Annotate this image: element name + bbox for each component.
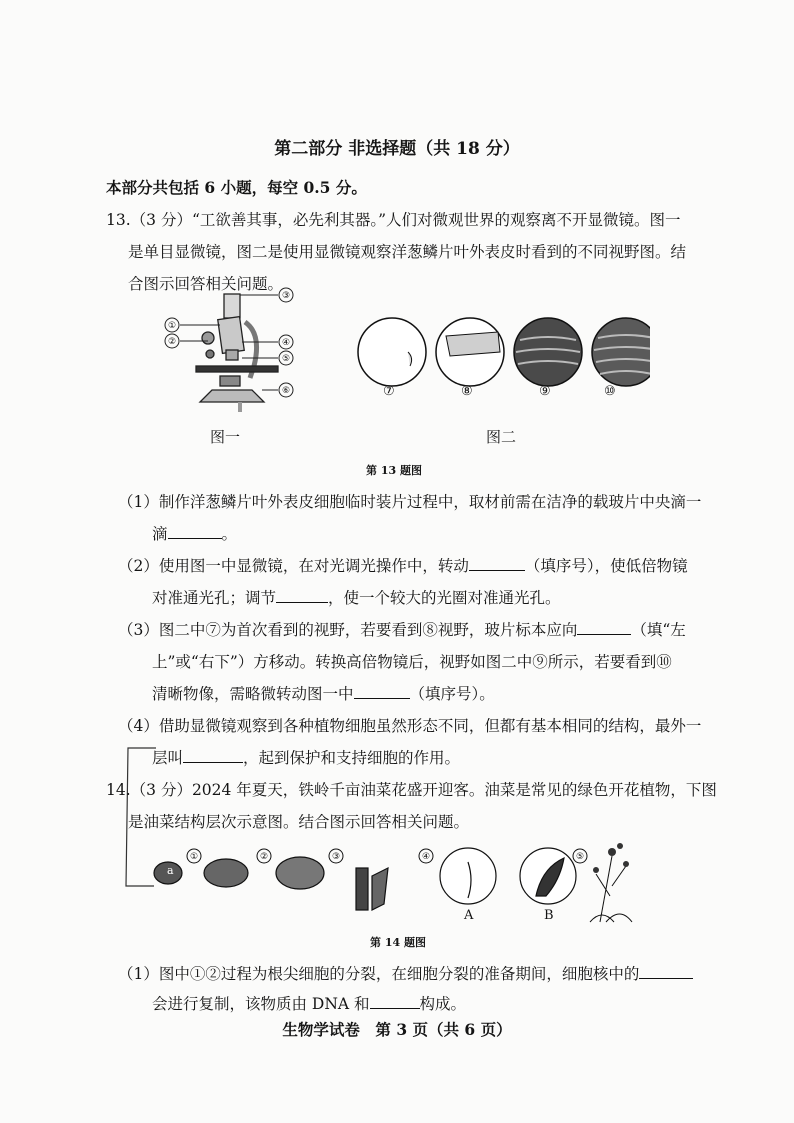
tissue-1 <box>356 868 368 910</box>
answer-blank[interactable] <box>370 994 420 1009</box>
q13-sub4-line-1: （4）借助显微镜观察到各种植物细胞虽然形态不同，但都有基本相同的结构，最外一 <box>118 717 702 735</box>
coarse-knob <box>202 332 214 344</box>
view-9 <box>514 318 582 386</box>
q13-figure-caption: 第 13 题图 <box>366 464 422 477</box>
q13-stem-line-1: 13.（3 分）“工欲善其事，必先利其器。”人们对微观世界的观察离不开显微镜。图一 <box>106 211 681 229</box>
cell-group <box>276 857 324 889</box>
fig1-caption: 图一 <box>210 428 241 446</box>
q13-sub4-line-2: 层叫 ，起到保护和支持细胞的作用。 <box>152 749 461 767</box>
rape-plant-levels-figure <box>150 826 650 926</box>
label-2: ② <box>167 337 177 347</box>
view-7 <box>358 318 426 386</box>
label-3: ③ <box>281 291 291 301</box>
answer-blank[interactable] <box>577 620 631 635</box>
svg-text:②: ② <box>259 852 269 862</box>
q14-figure-caption: 第 14 题图 <box>370 936 426 949</box>
q13-stem-line-2: 是单目显微镜，图二是使用显微镜观察洋葱鳞片叶外表皮时看到的不同视野图。结 <box>128 243 687 261</box>
section-intro: 本部分共包括 6 小题，每空 0.5 分。 <box>106 178 367 197</box>
q13-stem-line-3: 合图示回答相关问题。 <box>128 275 284 293</box>
view-label-8: ⑧ <box>461 384 473 399</box>
tissue-2 <box>372 868 388 910</box>
svg-text:③: ③ <box>331 852 341 862</box>
page-footer: 生物学试卷 第 3 页（共 6 页） <box>282 1020 512 1039</box>
label-6: ⑥ <box>281 386 291 396</box>
eyepiece-tube <box>224 294 240 318</box>
q13-sub1-line-1: （1）制作洋葱鳞片叶外表皮细胞临时装片过程中，取材前需在洁净的载玻片中央滴一 <box>118 493 702 511</box>
view-label-7: ⑦ <box>383 384 395 399</box>
answer-blank[interactable] <box>276 588 328 603</box>
microscope-figure <box>150 282 310 417</box>
organ-A <box>440 848 496 904</box>
view-label-10: ⑩ <box>604 384 616 399</box>
mirror <box>220 376 240 386</box>
answer-blank[interactable] <box>639 964 693 979</box>
q13-sub1-line-2: 滴 。 <box>152 525 238 543</box>
q13-sub3-line-2: 上”或“右下”）方移动。转换高倍物镜后，视野如图二中⑨所示，若要看到⑩ <box>152 653 672 671</box>
stage <box>196 366 278 372</box>
lens-barrel <box>218 317 245 354</box>
view-10 <box>592 318 650 386</box>
q13-sub3-line-3: 清晰物像，需略微转动图一中 （填序号）。 <box>152 685 495 703</box>
q14-stem-line-1: 14.（3 分）2024 年夏天，铁岭千亩油菜花盛开迎客。油菜是常见的绿色开花植物，下图 <box>106 781 717 799</box>
answer-blank[interactable] <box>354 684 410 699</box>
q13-sub2-line-1: （2）使用图一中显微镜，在对光调光操作中，转动 （填序号），使低倍物镜 <box>118 557 688 575</box>
label-1: ① <box>167 321 177 331</box>
cell-label-a: a <box>167 864 174 877</box>
label-4: ④ <box>281 338 291 348</box>
label-5: ⑤ <box>281 354 291 364</box>
base <box>200 390 264 402</box>
label-A: A <box>464 908 474 923</box>
fine-knob <box>206 350 214 358</box>
q14-sub1-line-1: （1）图中①②过程为根尖细胞的分裂，在细胞分裂的准备期间，细胞核中的 <box>118 962 693 984</box>
q13-sub3-line-1: （3）图二中⑦为首次看到的视野，若要看到⑧视野，玻片标本应向 （填“左 <box>118 621 686 639</box>
q14-stem-line-2: 是油菜结构层次示意图。结合图示回答相关问题。 <box>128 813 470 831</box>
two-cells <box>204 859 248 887</box>
answer-blank[interactable] <box>168 524 222 539</box>
view-label-9: ⑨ <box>539 384 551 399</box>
section-title: 第二部分 非选择题（共 18 分） <box>274 139 520 159</box>
q14-sub1-line-2: 会进行复制，该物质由 DNA 和 构成。 <box>152 995 467 1013</box>
answer-blank[interactable] <box>469 556 525 571</box>
svg-text:⑤: ⑤ <box>575 852 585 862</box>
nosepiece <box>226 350 238 360</box>
svg-text:④: ④ <box>421 852 431 862</box>
fig2-caption: 图二 <box>486 428 517 446</box>
svg-text:①: ① <box>189 852 199 862</box>
label-B: B <box>544 908 554 923</box>
answer-blank[interactable] <box>183 748 243 763</box>
q13-sub2-line-2: 对准通光孔；调节 ，使一个较大的光圈对准通光孔。 <box>152 589 561 607</box>
